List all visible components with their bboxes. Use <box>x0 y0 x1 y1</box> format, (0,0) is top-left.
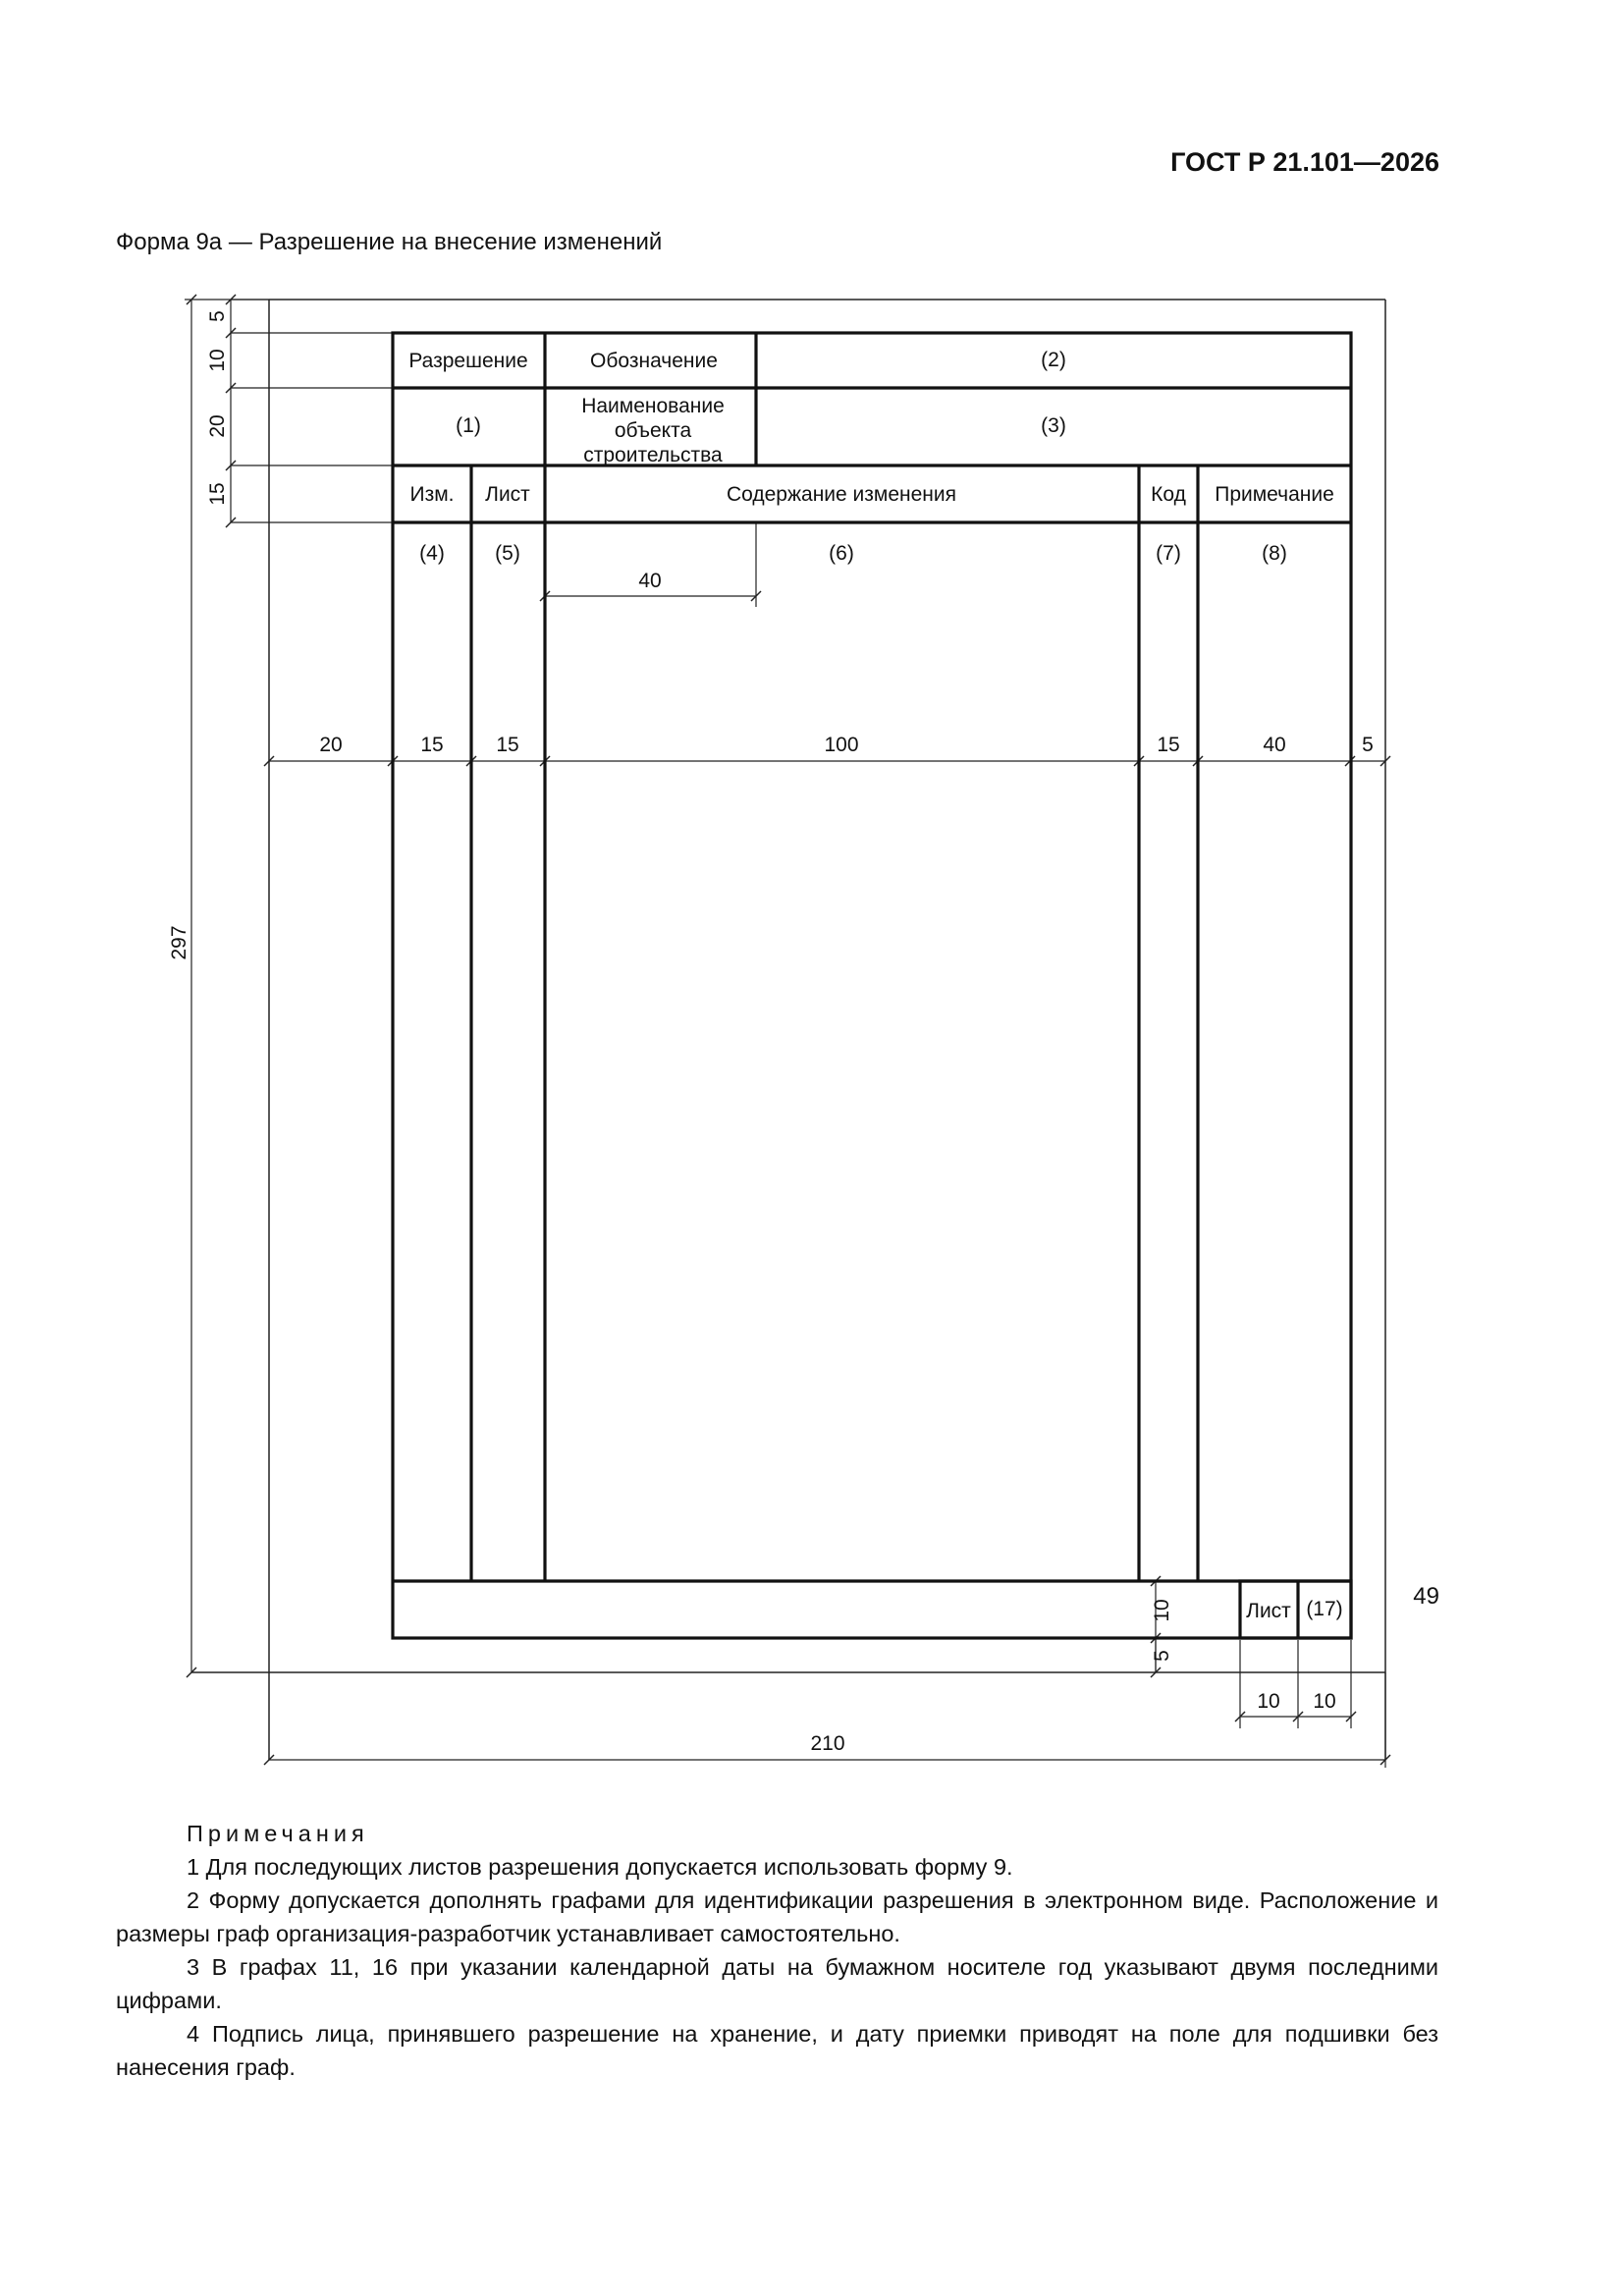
dim-col-note: 40 <box>1263 734 1286 756</box>
dim-page-width: 210 <box>810 1732 845 1755</box>
dim-row2-height: 20 <box>206 414 229 438</box>
page-outline <box>191 300 1385 1760</box>
note-1: 1 Для последующих листов разрешения допускается использовать форму 9. <box>187 1854 1013 1880</box>
dim-bottom-margin: 5 <box>1151 1650 1173 1662</box>
document-code: ГОСТ Р 21.101—2026 <box>1170 147 1439 177</box>
designation-ref: (2) <box>1041 349 1066 371</box>
dim-content-sub: 40 <box>638 570 662 592</box>
col-note-ref: (8) <box>1262 542 1287 565</box>
dimension-ticks <box>187 295 1390 1765</box>
dim-sheet-label-width: 10 <box>1257 1690 1280 1713</box>
dim-col-izm: 15 <box>420 734 444 756</box>
footer-sheet-ref: (17) <box>1306 1598 1343 1620</box>
dim-row3-height: 15 <box>206 482 229 506</box>
col-content-ref: (6) <box>829 542 854 565</box>
form-frame <box>393 333 1351 1638</box>
dim-col-content: 100 <box>824 734 859 756</box>
col-list-ref: (5) <box>495 542 520 565</box>
col-note-header: Примечание <box>1215 483 1334 506</box>
dim-sheet-ref-width: 10 <box>1313 1690 1336 1713</box>
permission-label: Разрешение <box>408 350 528 372</box>
note-4: 4 Подпись лица, принявшего разрешение на хранение, и дату приемки приводят на поле для подшивки без нанесения граф. <box>116 2021 1438 2080</box>
col-izm-header: Изм. <box>409 483 455 506</box>
dim-col-list: 15 <box>496 734 519 756</box>
designation-label: Обозначение <box>590 350 718 372</box>
dim-right-margin: 5 <box>1362 734 1374 756</box>
col-list-header: Лист <box>485 483 530 506</box>
notes-section <box>116 1817 1438 2084</box>
note-2: 2 Форму допускается дополнять графами для идентификации разрешения в электронном виде. Расположение и размеры граф организация-разработчик устанавливает самостоятельно. <box>116 1887 1438 1946</box>
dim-footer-height: 10 <box>1151 1599 1173 1622</box>
col-code-ref: (7) <box>1156 542 1181 565</box>
footer-sheet-label: Лист <box>1246 1600 1291 1622</box>
object-name-line1: Наименование <box>581 395 725 417</box>
col-content-header: Содержание изменения <box>726 483 957 506</box>
dim-row1-height: 10 <box>206 349 229 372</box>
dim-top-margin: 5 <box>206 310 229 322</box>
object-name-line3: строительства <box>583 444 723 466</box>
object-name-line2: объекта <box>614 419 692 442</box>
permission-ref: (1) <box>456 414 481 437</box>
note-3: 3 В графах 11, 16 при указании календарной даты на бумажном носителе год указывают двумя последними цифрами. <box>116 1954 1438 2013</box>
dimension-lines <box>185 300 1385 1768</box>
col-izm-ref: (4) <box>419 542 445 565</box>
page-number: 49 <box>1413 1583 1439 1610</box>
dim-left-margin: 20 <box>319 734 343 756</box>
dim-page-height: 297 <box>168 925 190 960</box>
object-name-ref: (3) <box>1041 414 1066 437</box>
dim-col-code: 15 <box>1157 734 1180 756</box>
form-caption: Форма 9а — Разрешение на внесение изменений <box>116 229 663 255</box>
col-code-header: Код <box>1151 483 1186 506</box>
notes-heading: Примечания <box>187 1821 369 1846</box>
